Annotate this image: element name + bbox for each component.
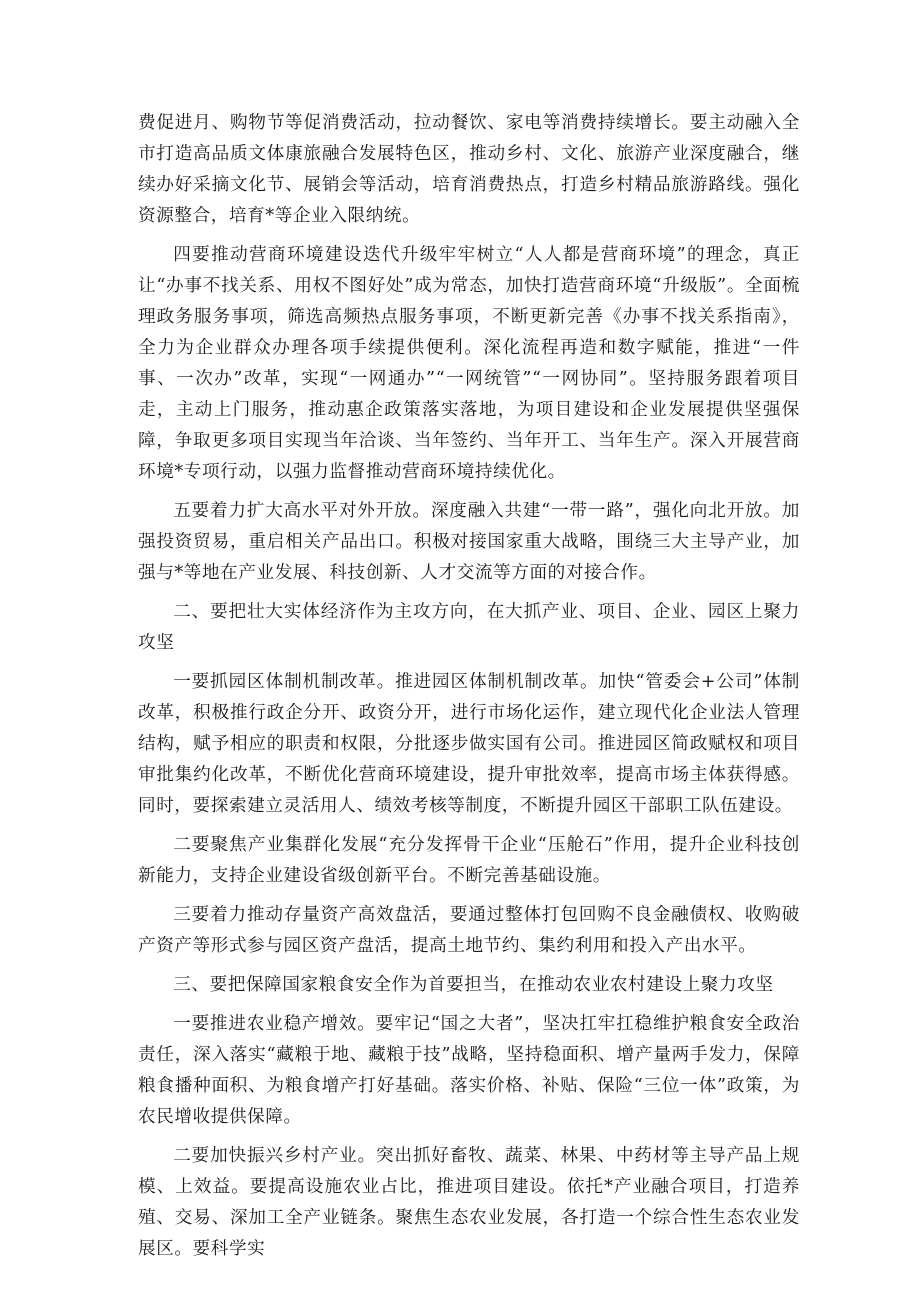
section-heading-food-security: 三、要把保障国家粮食安全作为首要担当，在推动农业农村建设上聚力攻坚 (173, 975, 774, 995)
paragraph-consumption-continued: 费促进月、购物节等促消费活动，拉动餐饮、家电等消费持续增长。要主动融入全市打造高品质文体康旅融合发展特色区，推动乡村、文化、旅游产业深度融合，继续办好采摘文化节、展销会等活动，培育消费热点，打造乡村精品旅游路线。强化资源整合，培育*等企业入限纳统。 (138, 113, 800, 226)
document-body (138, 108, 800, 1273)
paragraph-opening-up: 五要着力扩大高水平对外开放。深度融入共建“一带一路”，强化向北开放。加强投资贸易，重启相关产品出口。积极对接国家重大战略，围绕三大主导产业，加强与*等地在产业发展、科技创新、人才交流等方面的对接合作。 (138, 501, 800, 583)
paragraph-agriculture-yield: 一要推进农业稳产增效。要牢记“国之大者”，坚决扛牢扛稳维护粮食安全政治责任，深入落实“藏粮于地、藏粮于技”战略，坚持稳面积、增产量两手发力，保障粮食播种面积、为粮食增产打好基础。落实价格、补贴、保险“三位一体”政策，为农民增收提供保障。 (138, 1014, 800, 1127)
paragraph-rural-industry: 二要加快振兴乡村产业。突出抓好畜牧、蔬菜、林果、中药材等主导产品上规模、上效益。要提高设施农业占比，推进项目建设。依托*产业融合项目，打造养殖、交易、深加工全产业链条。聚焦生态农业发展，各打造一个综合性生态农业发展区。要科学实 (138, 1146, 800, 1259)
paragraph-asset-revitalization: 三要着力推动存量资产高效盘活，要通过整体打包回购不良金融债权、收购破产资产等形式参与园区资产盘活，提高土地节约、集约利用和投入产出水平。 (138, 905, 800, 956)
paragraph-industry-cluster: 二要聚焦产业集群化发展“充分发挥骨干企业“压舱石”作用，提升企业科技创新能力，支持企业建设省级创新平台。不断完善基础设施。 (138, 835, 800, 886)
paragraph-business-environment: 四要推动营商环境建设迭代升级牢牢树立“人人都是营商环境”的理念，真正让“办事不找关系、用权不图好处”成为常态，加快打造营商环境“升级版”。全面梳理政务服务事项，筛选高频热点服务事项，不断更新完善《办事不找关系指南》，全力为企业群众办理各项手续提供便利。深化流程再造和数字赋能，推进“一件事、一次办”改革，实现“一网通办”“一网统管”“一网协同”。坚持服务跟着项目走，主动上门服务，推动惠企政策落实落地，为项目建设和企业发展提供坚强保障，争取更多项目实现当年洽谈、当年签约、当年开工、当年生产。深入开展营商环境*专项行动，以强力监督推动营商环境持续优化。 (138, 245, 800, 482)
paragraph-park-reform: 一要抓园区体制机制改革。推进园区体制机制改革。加快“管委会+公司”体制改革，积极推行政企分开、政资分开，进行市场化运作，建立现代化企业法人管理结构，赋予相应的职责和权限，分批逐步做实国有公司。推进园区简政赋权和项目审批集约化改革，不断优化营商环境建设，提升审批效率，提高市场主体获得感。同时，要探索建立灵活用人、绩效考核等制度，不断提升园区干部职工队伍建设。 (138, 672, 800, 816)
section-heading-real-economy: 二、要把壮大实体经济作为主攻方向，在大抓产业、项目、企业、园区上聚力攻坚 (138, 602, 800, 653)
